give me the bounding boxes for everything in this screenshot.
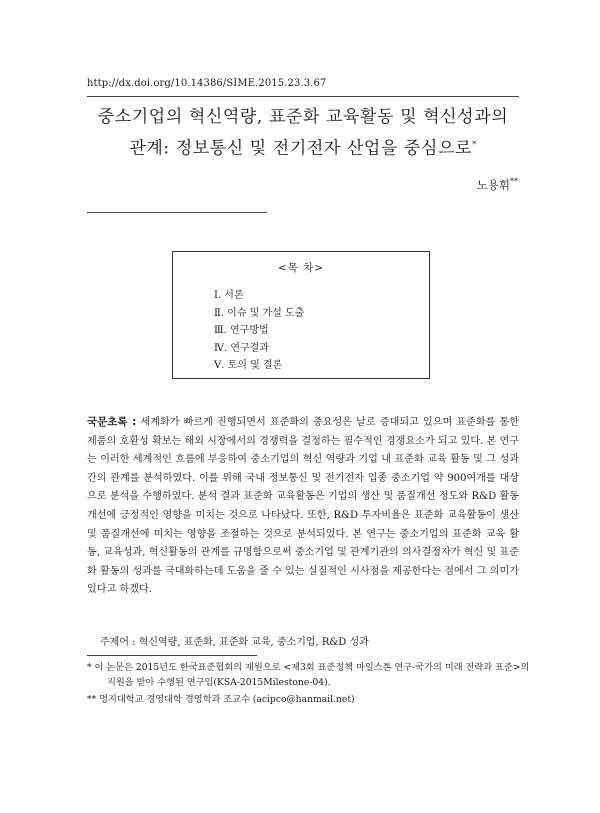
author (477, 177, 518, 193)
toc-item: Ⅴ. 토의 및 결론 (214, 360, 283, 371)
doi-link[interactable]: http://dx.doi.org/10.14386/SIME.2015.23.3.67 (87, 78, 327, 89)
table-of-contents (172, 251, 430, 379)
keywords: 주제어 : 혁신역량, 표준화, 표준화 교육, 중소기업, R&D 성과 (100, 637, 369, 648)
abstract-text: 세계화가 빠르게 진행되면서 표준화의 중요성은 날로 증대되고 있으며 표준화를 통한 제품의 호환성 확보는 해외 시장에서의 경쟁력을 결정하는 필수적인 경쟁요소가 되고 있다. 본 연구는 이러한 세계적인 흐름에 부응하여 중소기업의 혁신 역량과 기업 내 표준화 교육 활동 및 그 성과 간의 관계를 분석하였다. 이를 위해 국내 정보통신 및 전기전자 업종 중소기업 약 900여개를 대상으로 분석을 수행하였다. 분석 결과 표준화 교육활동은 기업의 생산 및 품질개선 정도와 R&D 활동개선에 긍정적인 영향을 미치는 것으로 나타났다. 또한, R&D 투자비율은 표준화 교육활동이 생산 및 품질개선에 미치는 영향을 조절하는 것으로 분석되었다. 본 연구는 중소기업의 표준화 교육 활동, 교육성과, 혁신활동의 관계를 규명함으로써 중소기업 및 관계기관의 의사결정자가 혁신 및 표준화 활동의 성과를 극대화하는데 도움을 줄 수 있는 실질적인 시사점을 제공한다는 점에서 그 의미가 있다고 하겠다. (87, 417, 519, 596)
header-rule (87, 96, 519, 97)
korean-abstract (87, 413, 519, 600)
author-name: 노용휘 (476, 178, 510, 192)
title-footnote-mark: * (472, 140, 477, 149)
toc-item: Ⅰ. 서론 (214, 290, 244, 301)
toc-list (214, 287, 304, 375)
abstract-label: 국문초록 : (87, 416, 137, 428)
toc-item: Ⅳ. 연구결과 (214, 342, 269, 354)
toc-heading: <목 차> (277, 262, 325, 274)
footnote-affiliation: ** 명지대학교 경영대학 경영학과 조교수 (acipco@hanmail.net) (87, 694, 355, 705)
toc-item: Ⅲ. 연구방법 (214, 325, 269, 336)
footnote-funding: * 이 논문은 2015년도 한국표준협회의 재원으로 <제3회 표준정책 마일스톤 연구-국가의 미래 전략과 표준>의 지원을 받아 수행된 연구임(KSA-2015Milestone-04). (87, 662, 530, 688)
title-line-2 (87, 131, 519, 163)
footnote-rule (87, 655, 257, 656)
toc-item: Ⅱ. 이슈 및 가설 도출 (214, 307, 305, 319)
paper-title (87, 104, 519, 163)
section-rule (87, 212, 267, 213)
title-line-1: 중소기업의 혁신역량, 표준화 교육활동 및 혁신성과의 (97, 107, 509, 127)
author-footnote-mark: ** (510, 177, 518, 187)
title-line-2-text: 관계: 정보통신 및 전기전자 산업을 중심으로 (129, 138, 473, 159)
